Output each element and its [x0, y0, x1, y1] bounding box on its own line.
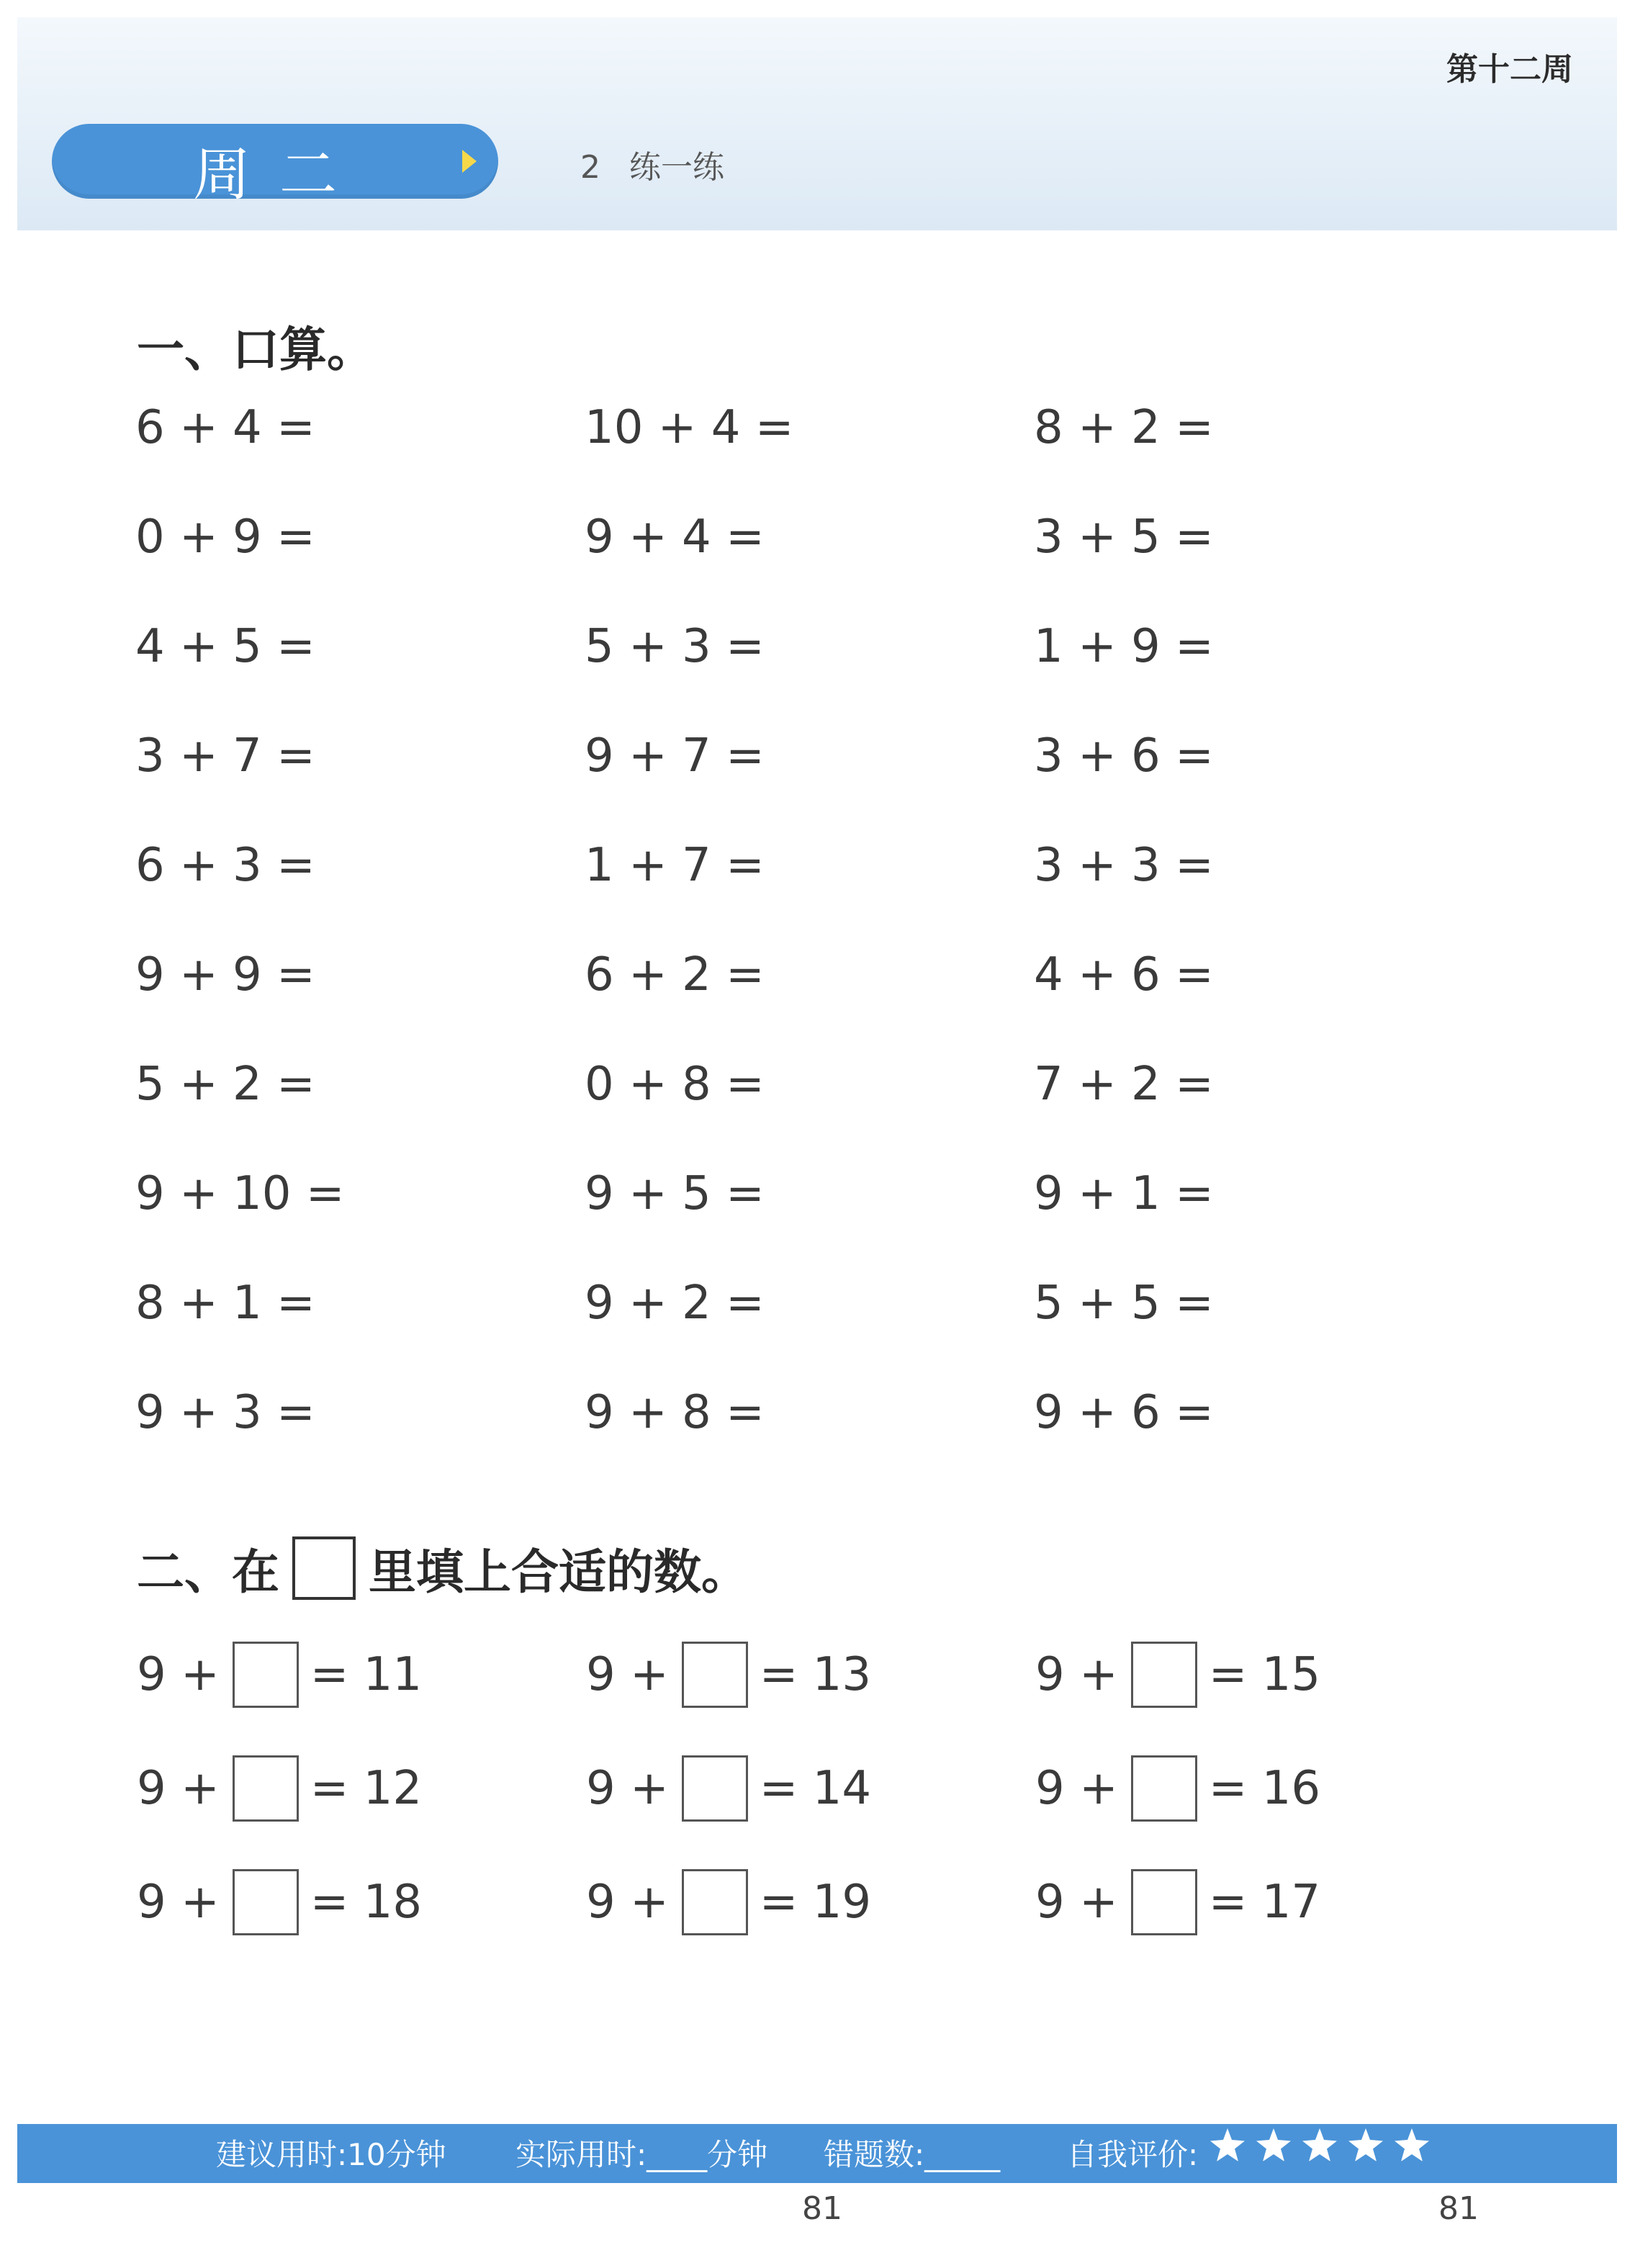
answer-box[interactable]	[233, 1755, 299, 1822]
math-question: 9 + 3 =	[135, 1386, 315, 1439]
fill-item	[586, 1640, 1035, 1709]
fill-left: 9 +	[1035, 1762, 1118, 1815]
fill-left: 9 +	[586, 1648, 669, 1701]
math-question: 8 + 2 =	[1034, 401, 1214, 454]
fill-left: 9 +	[586, 1876, 669, 1929]
footer-band	[17, 2124, 1617, 2183]
fill-left: 9 +	[137, 1648, 220, 1701]
math-question: 9 + 5 =	[585, 1167, 765, 1220]
math-question: 3 + 7 =	[135, 729, 315, 783]
math-question: 0 + 9 =	[135, 510, 315, 564]
section2-title-post: 里填上合适的数。	[369, 1544, 749, 1600]
answer-box[interactable]	[1131, 1755, 1197, 1822]
math-question: 5 + 2 =	[135, 1058, 315, 1111]
fill-left: 9 +	[1035, 1648, 1118, 1701]
page-number: 81	[802, 2190, 842, 2227]
math-question: 9 + 1 =	[1034, 1167, 1214, 1220]
fill-right: = 19	[759, 1876, 872, 1929]
math-question: 9 + 4 =	[585, 510, 765, 564]
math-question: 10 + 4 =	[585, 401, 794, 454]
section2-title-pre: 二、在	[137, 1544, 279, 1600]
math-question: 9 + 7 =	[585, 729, 765, 783]
math-question: 9 + 10 =	[135, 1167, 345, 1220]
answer-box[interactable]	[1131, 1642, 1197, 1708]
mental-math-grid	[135, 397, 1483, 1492]
fill-right: = 11	[310, 1648, 423, 1701]
lesson-number: 2	[580, 149, 600, 186]
fill-item	[1035, 1868, 1485, 1937]
flower-star-icon[interactable]	[1210, 2128, 1246, 2164]
fill-right: = 12	[310, 1762, 423, 1815]
lesson-heading	[580, 141, 724, 187]
week-label: 第十二周	[1446, 51, 1573, 88]
math-question: 0 + 8 =	[585, 1058, 765, 1111]
math-question: 3 + 3 =	[1034, 839, 1214, 892]
section2-title	[137, 1534, 749, 1602]
math-question: 5 + 5 =	[1034, 1277, 1214, 1330]
fill-left: 9 +	[137, 1876, 220, 1929]
answer-box-icon	[292, 1536, 356, 1600]
math-question: 3 + 6 =	[1034, 729, 1214, 783]
lesson-title: 练一练	[629, 149, 724, 186]
math-question: 6 + 3 =	[135, 839, 315, 892]
fill-item	[586, 1754, 1035, 1823]
fill-right: = 17	[1208, 1876, 1321, 1929]
rating-stars	[1210, 2128, 1430, 2164]
answer-box[interactable]	[682, 1642, 748, 1708]
math-question: 9 + 2 =	[585, 1277, 765, 1330]
fill-right: = 18	[310, 1876, 423, 1929]
fill-item	[586, 1868, 1035, 1937]
flower-star-icon[interactable]	[1348, 2128, 1384, 2164]
math-question: 9 + 9 =	[135, 948, 315, 1002]
day-pill	[52, 124, 498, 208]
fill-in-grid	[137, 1640, 1485, 1981]
fill-item	[137, 1868, 586, 1937]
fill-item	[137, 1754, 586, 1823]
answer-box[interactable]	[233, 1642, 299, 1708]
day-title: 周二	[193, 141, 366, 208]
error-count: 错题数:_____	[824, 2137, 1001, 2172]
math-question: 8 + 1 =	[135, 1277, 315, 1330]
suggested-time: 建议用时:10分钟	[216, 2137, 446, 2172]
fill-right: = 15	[1208, 1648, 1321, 1701]
flower-star-icon[interactable]	[1394, 2128, 1430, 2164]
fill-left: 9 +	[1035, 1876, 1118, 1929]
answer-box[interactable]	[1131, 1869, 1197, 1935]
math-question: 3 + 5 =	[1034, 510, 1214, 564]
math-question: 9 + 8 =	[585, 1386, 765, 1439]
flower-star-icon[interactable]	[1302, 2128, 1338, 2164]
actual-time: 实际用时:____分钟	[515, 2137, 768, 2172]
math-question: 1 + 9 =	[1034, 620, 1214, 673]
math-question: 7 + 2 =	[1034, 1058, 1214, 1111]
math-question: 4 + 5 =	[135, 620, 315, 673]
flower-star-icon[interactable]	[1256, 2128, 1292, 2164]
fill-item	[1035, 1754, 1485, 1823]
fill-item	[137, 1640, 586, 1709]
fill-left: 9 +	[586, 1762, 669, 1815]
answer-box[interactable]	[682, 1869, 748, 1935]
answer-box[interactable]	[233, 1869, 299, 1935]
section1-title: 一、口算。	[137, 322, 374, 377]
play-arrow-icon	[462, 150, 477, 173]
fill-left: 9 +	[137, 1762, 220, 1815]
math-question: 9 + 6 =	[1034, 1386, 1214, 1439]
math-question: 6 + 2 =	[585, 948, 765, 1002]
page-number: 81	[1438, 2190, 1479, 2227]
fill-right: = 13	[759, 1648, 872, 1701]
fill-item	[1035, 1640, 1485, 1709]
fill-right: = 16	[1208, 1762, 1321, 1815]
math-question: 1 + 7 =	[585, 839, 765, 892]
math-question: 5 + 3 =	[585, 620, 765, 673]
answer-box[interactable]	[682, 1755, 748, 1822]
math-question: 4 + 6 =	[1034, 948, 1214, 1002]
fill-right: = 14	[759, 1762, 872, 1815]
math-question: 6 + 4 =	[135, 401, 315, 454]
self-eval-label: 自我评价:	[1067, 2137, 1199, 2172]
